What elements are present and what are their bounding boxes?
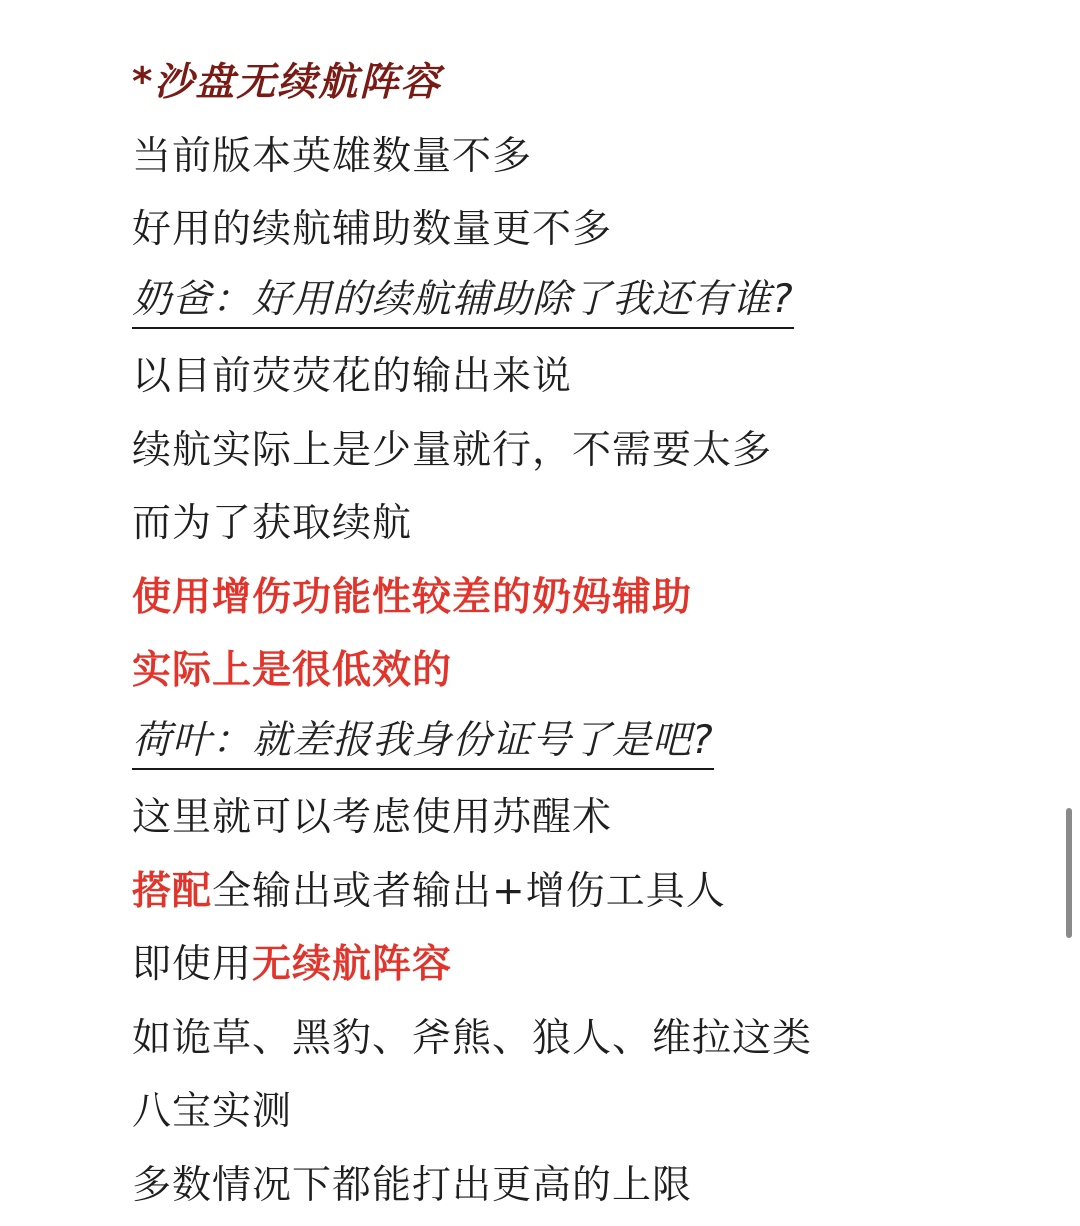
- text-line: [132, 855, 1032, 929]
- highlight-word: 搭配: [132, 868, 213, 914]
- text-line: 而为了获取续航: [132, 501, 413, 546]
- text-line: [132, 928, 1032, 1002]
- text-line: 八宝实测: [132, 1089, 293, 1134]
- text-span: 即使用: [132, 942, 253, 987]
- scrollbar-thumb[interactable]: [1066, 808, 1072, 938]
- text-line: 多数情况下都能打出更高的上限: [132, 1162, 693, 1208]
- text-line: 这里就可以考虑使用苏醒术: [132, 795, 613, 840]
- text-line: 续航实际上是少量就行，不需要太多: [132, 427, 773, 473]
- text-line: 好用的续航辅助数量更不多: [132, 207, 613, 252]
- text-line: 如诡草、黑豹、斧熊、狼人、维拉这类: [132, 1015, 813, 1061]
- quote-text: 荷叶：就差报我身份证号了是吧?: [132, 721, 714, 770]
- quote-line: [132, 267, 1032, 341]
- text-line: 当前版本英雄数量不多: [132, 133, 533, 179]
- highlight-line: 实际上是很低效的: [132, 648, 453, 693]
- section-heading: *沙盘无续航阵容: [132, 60, 442, 105]
- article-body: [132, 46, 1032, 1222]
- text-line: 以目前荧荧花的输出来说: [132, 354, 573, 399]
- text-span: 全输出或者输出+增伤工具人: [212, 868, 726, 914]
- quote-text: 奶爸：好用的续航辅助除了我还有谁?: [132, 280, 794, 329]
- highlight-word: 无续航阵容: [252, 942, 453, 987]
- highlight-line: 使用增伤功能性较差的奶妈辅助: [132, 574, 693, 620]
- quote-line: [132, 708, 1032, 782]
